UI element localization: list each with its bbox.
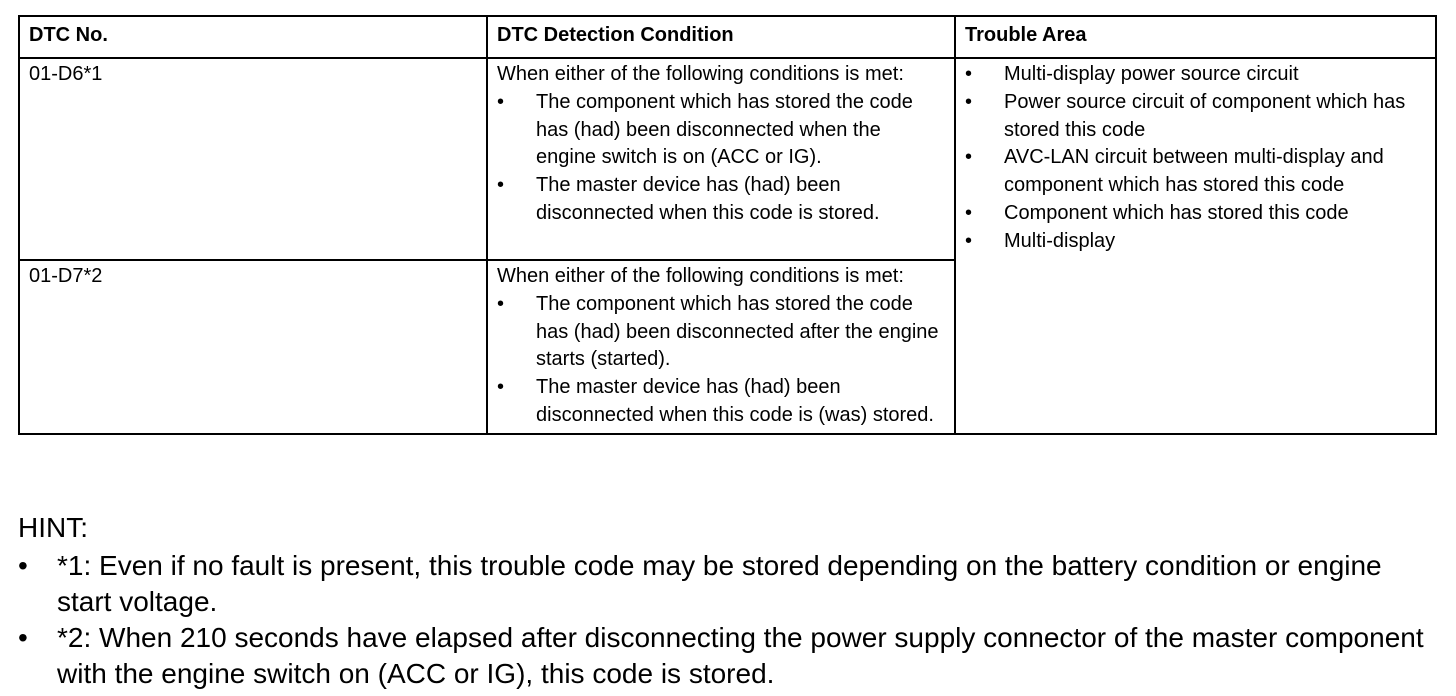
header-dtc-no: DTC No. <box>19 16 487 58</box>
trouble-area-text: AVC-LAN circuit between multi-display and component which has stored this code <box>1004 146 1384 197</box>
bullet-icon: • <box>965 146 973 169</box>
bullet-icon: • <box>497 292 505 315</box>
detection-condition-cell <box>487 260 955 434</box>
bullet-icon: • <box>965 229 973 252</box>
list-item <box>497 291 945 374</box>
hint-title: HINT: <box>18 512 88 543</box>
condition-list <box>497 291 945 430</box>
list-item <box>18 620 1438 692</box>
condition-text: The master device has (had) been disconnected when this code is stored. <box>536 174 880 224</box>
bullet-icon: • <box>18 622 28 653</box>
hint-text: *2: When 210 seconds have elapsed after disconnecting the power supply connector of the master component with the engine switch on (ACC or IG), this code is stored. <box>57 622 1424 689</box>
list-item <box>965 228 1426 256</box>
dtc-table <box>18 15 1437 435</box>
list-item <box>497 89 945 172</box>
table-row <box>19 58 1436 260</box>
table-header-row <box>19 16 1436 58</box>
hint-list <box>18 548 1438 692</box>
hint-text: *1: Even if no fault is present, this trouble code may be stored depending on the battery condition or engine start voltage. <box>57 550 1382 617</box>
dtc-code-cell <box>19 58 487 260</box>
dtc-code: 01-D6*1 <box>29 63 103 85</box>
condition-text: The component which has stored the code has (had) been disconnected when the engine switch is on (ACC or IG). <box>536 90 913 169</box>
condition-text: The component which has stored the code has (had) been disconnected after the engine starts (started). <box>536 292 939 371</box>
bullet-icon: • <box>18 550 28 581</box>
trouble-area-text: Component which has stored this code <box>1004 201 1349 224</box>
condition-list <box>497 89 945 228</box>
detection-condition-cell <box>487 58 955 260</box>
condition-text: The master device has (had) been disconnected when this code is (was) stored. <box>536 376 934 426</box>
list-item <box>965 61 1426 89</box>
condition-intro: When either of the following conditions is met: <box>497 265 904 287</box>
trouble-area-list <box>965 61 1426 256</box>
bullet-icon: • <box>497 376 505 399</box>
condition-intro: When either of the following conditions is met: <box>497 63 904 85</box>
bullet-icon: • <box>497 174 505 197</box>
bullet-icon: • <box>497 90 505 113</box>
dtc-code: 01-D7*2 <box>29 265 103 287</box>
list-item <box>965 144 1426 200</box>
trouble-area-text: Multi-display power source circuit <box>1004 63 1299 85</box>
list-item <box>497 172 945 228</box>
list-item <box>18 548 1438 620</box>
trouble-area-text: Multi-display <box>1004 229 1116 252</box>
bullet-icon: • <box>965 63 973 85</box>
header-detection-condition: DTC Detection Condition <box>487 16 955 58</box>
bullet-icon: • <box>965 90 973 113</box>
header-trouble-area: Trouble Area <box>955 16 1436 58</box>
hint-section <box>18 510 1438 692</box>
list-item <box>497 374 945 430</box>
dtc-code-cell <box>19 260 487 434</box>
trouble-area-text: Power source circuit of component which has stored this code <box>1004 90 1406 141</box>
bullet-icon: • <box>965 201 973 224</box>
list-item <box>965 200 1426 228</box>
list-item <box>965 89 1426 145</box>
trouble-area-cell <box>955 58 1436 434</box>
